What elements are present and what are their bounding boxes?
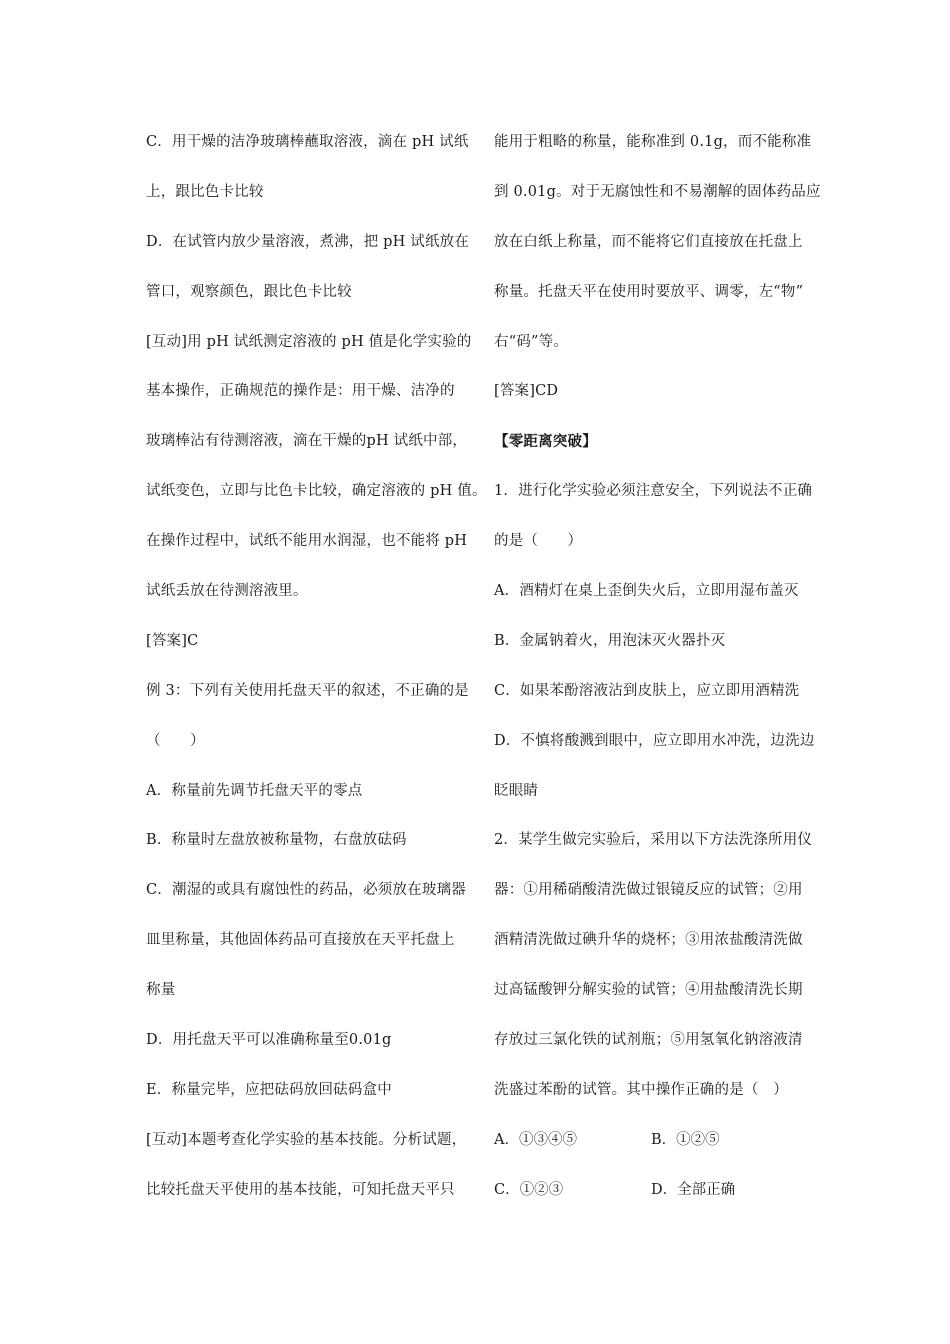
- text-line: 皿里称量，其他固体药品可直接放在天平托盘上: [146, 932, 455, 949]
- option-line: C．如果苯酚溶液沾到皮肤上，应立即用酒精洗: [494, 682, 800, 699]
- text-line: 称量。托盘天平在使用时要放平、调零，左“物”: [494, 283, 804, 300]
- option-line: B．称量时左盘放被称量物，右盘放砝码: [146, 832, 407, 849]
- text-line: 放在白纸上称量，而不能将它们直接放在托盘上: [494, 233, 803, 250]
- text-line: 器：①用稀硝酸清洗做过银镜反应的试管；②用: [494, 882, 803, 899]
- option-line: B．金属钠着火，用泡沫灭火器扑灭: [494, 632, 726, 649]
- text-line: 称量: [146, 982, 176, 999]
- answer-line: [答案]CD: [494, 383, 559, 400]
- right-column: [494, 118, 819, 1216]
- option-line: D．不慎将酸溅到眼中，应立即用水冲洗，边洗边: [494, 732, 815, 749]
- text-line: 眨眼睛: [494, 782, 539, 799]
- option-a: A．①③④⑤: [494, 1131, 577, 1148]
- options-row: [494, 1116, 819, 1166]
- text-line: 玻璃棒沾有待测溶液，滴在干燥的pH 试纸中部，: [146, 433, 468, 450]
- text-line: [互动]用 pH 试纸测定溶液的 pH 值是化学实验的: [146, 333, 472, 350]
- text-line: 右“码”等。: [494, 333, 569, 350]
- text-line: 试纸丢放在待测溶液里。: [146, 583, 308, 600]
- left-column: [146, 118, 487, 1216]
- text-line: 在操作过程中，试纸不能用水润湿，也不能将 pH: [146, 533, 468, 550]
- text-line: C．用干燥的洁净玻璃棒蘸取溶液，滴在 pH 试纸: [146, 134, 469, 150]
- options-row: [494, 1166, 819, 1216]
- text-line: 洗盛过苯酚的试管。其中操作正确的是（ ）: [494, 1081, 788, 1098]
- text-line: 试纸变色，立即与比色卡比较，确定溶液的 pH 值。: [146, 483, 487, 500]
- option-line: D．用托盘天平可以准确称量至0.01g: [146, 1032, 392, 1049]
- text-line: [互动]本题考查化学实验的基本技能。分析试题，: [146, 1131, 467, 1148]
- option-line: A．酒精灯在桌上歪倒失火后，立即用湿布盖灭: [494, 583, 799, 600]
- text-line: 基本操作，正确规范的操作是：用干燥、洁净的: [146, 383, 455, 400]
- example-title: 例 3：下列有关使用托盘天平的叙述，不正确的是: [146, 682, 469, 699]
- option-b: B．①②⑤: [651, 1131, 720, 1148]
- text-line: 能用于粗略的称量，能称准到 0.1g，而不能称准: [494, 134, 812, 150]
- question-line: 1．进行化学实验必须注意安全，下列说法不正确: [494, 483, 813, 500]
- text-line: 存放过三氯化铁的试剂瓶；⑤用氢氧化钠溶液清: [494, 1032, 803, 1049]
- option-line: A．称量前先调节托盘天平的零点: [146, 782, 363, 799]
- text-line: 酒精清洗做过碘升华的烧杯；③用浓盐酸清洗做: [494, 932, 803, 949]
- text-line: 上，跟比色卡比较: [146, 183, 264, 200]
- text-line: （ ）: [146, 732, 205, 749]
- option-line: E．称量完毕，应把砝码放回砝码盒中: [146, 1081, 392, 1098]
- text-line: 的是（ ）: [494, 533, 583, 550]
- option-line: C．潮湿的或具有腐蚀性的药品，必须放在玻璃器: [146, 882, 466, 899]
- option-d: D．全部正确: [651, 1181, 736, 1198]
- text-line: 到 0.01g。对于无腐蚀性和不易潮解的固体药品应: [494, 183, 821, 200]
- section-heading: 【零距离突破】: [494, 433, 597, 451]
- option-c: C．①②③: [494, 1181, 564, 1198]
- text-line: 管口，观察颜色，跟比色卡比较: [146, 283, 352, 300]
- question-line: 2．某学生做完实验后，采用以下方法洗涤所用仪: [494, 832, 813, 849]
- text-line: 过高锰酸钾分解实验的试管；④用盐酸清洗长期: [494, 982, 803, 999]
- text-line: 比较托盘天平使用的基本技能，可知托盘天平只: [146, 1181, 455, 1198]
- answer-line: [答案]C: [146, 632, 199, 649]
- text-line: D．在试管内放少量溶液，煮沸，把 pH 试纸放在: [146, 233, 470, 250]
